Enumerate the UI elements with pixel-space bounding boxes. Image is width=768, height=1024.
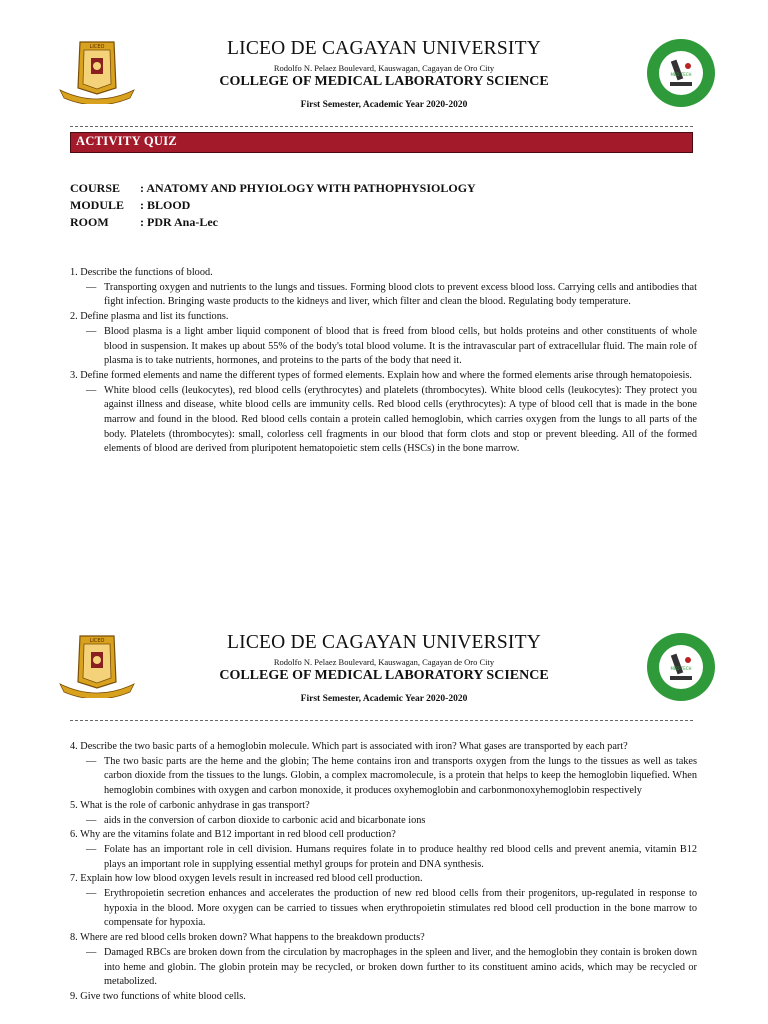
module-label: MODULE <box>70 198 124 212</box>
header-divider <box>70 126 693 127</box>
page-header <box>0 632 768 710</box>
question-text: 8. Where are red blood cells broken down? What happens to the breakdown products? <box>70 932 425 944</box>
university-name: LICEO DE CAGAYAN UNIVERSITY <box>227 632 541 653</box>
quiz-questions-page-2 <box>70 740 697 1005</box>
college-seal-logo <box>646 38 716 108</box>
answer-body: Erythropoietin secretion enhances and accelerates the production of new red blood cells from their progenitors, up-regulated in response to hypoxia in the blood. More oxygen can be carried to tissues when erythropoietin stimulates red blood cell production in the bone marrow to compensate for hypoxia. <box>104 888 697 929</box>
question-text: 4. Describe the two basic parts of a hemoglobin molecule. Which part is associated with iron? What gases are transported by each part? <box>70 741 628 752</box>
answer-dash-marker: — <box>86 755 97 767</box>
question-text: 5. What is the role of carbonic anhydrase in gas transport? <box>70 799 310 811</box>
college-name: COLLEGE OF MEDICAL LABORATORY SCIENCE <box>219 668 549 683</box>
course-info <box>70 181 476 230</box>
semester-line: First Semester, Academic Year 2020-2020 <box>300 100 468 110</box>
activity-quiz-banner: ACTIVITY QUIZ <box>70 132 693 153</box>
question-text: 3. Define formed elements and name the different types of formed elements. Explain how and where the formed elements arise through hematopoiesis. <box>70 369 692 381</box>
quiz-questions-page-1 <box>70 266 697 457</box>
room-label: ROOM <box>70 215 109 229</box>
question-text: 1. Describe the functions of blood. <box>70 267 213 278</box>
answer-text <box>86 325 697 369</box>
header-divider <box>70 720 693 721</box>
answer-dash-marker: — <box>86 888 97 900</box>
answer-body: Folate has an important role in cell division. Humans requires folate in to produce healthy red blood cells and prevent anemia, vitamin B12 plays an important role in supplying essential methyl groups for protein and DNA synthesis. <box>104 843 697 870</box>
answer-text <box>86 755 697 799</box>
answer-body: aids in the conversion of carbon dioxide to carbonic acid and bicarbonate ions <box>104 814 426 826</box>
answer-dash-marker: — <box>86 384 97 396</box>
svg-text:LICEO: LICEO <box>89 638 105 644</box>
answer-dash-marker: — <box>86 843 97 855</box>
question-text: 6. Why are the vitamins folate and B12 important in red blood cell production? <box>70 829 396 841</box>
answer-body: The two basic parts are the heme and the globin; The heme contains iron and transports oxygen from the lungs to the tissues as well as takes carbon dioxide from the tissues to the lungs. Globin, a complex macromolecule, is a protein that helps to keep the hemoglobin liquefied. When hemoglobin combines with oxygen and carbon monoxide, it produces oxyhemoglobin and carbonmonoxyhemoglobin respectively <box>104 755 697 797</box>
college-name: COLLEGE OF MEDICAL LABORATORY SCIENCE <box>219 74 549 89</box>
answer-text <box>86 946 697 990</box>
room-value: : PDR Ana-Lec <box>140 215 218 229</box>
page-1 <box>0 38 768 116</box>
answer-text <box>86 814 697 829</box>
answer-dash-marker: — <box>86 281 97 293</box>
answer-dash-marker: — <box>86 325 97 337</box>
svg-text:MED TECH: MED TECH <box>670 666 692 671</box>
question-text: 2. Define plasma and list its functions. <box>70 311 229 323</box>
course-label: COURSE <box>70 181 121 195</box>
answer-body: White blood cells (leukocytes), red blood cells (erythrocytes) and platelets (thrombocytes). White blood cells (leukocytes): They protect you against illness and disease, white blood cells are immunity cells. Red blood cells (erythrocytes): A type of blood cell that is made in the bone marrow and found in the blood. Red blood cells contain a protein called hemoglobin, which carries oxygen from the lungs to all parts of the body. Platelets (thrombocytes): small, colorless cell fragments in our blood that form clots and stop or prevent bleeding. All of the formed elements of blood are derived from pluripotent hematopoietic stem cells (HSCs) in the bone marrow. <box>104 384 697 455</box>
answer-dash-marker: — <box>86 814 97 826</box>
university-address: Rodolfo N. Pelaez Boulevard, Kauswagan, Cagayan de Oro City <box>273 657 495 667</box>
module-value: : BLOOD <box>140 198 191 212</box>
university-name: LICEO DE CAGAYAN UNIVERSITY <box>227 38 541 59</box>
university-address: Rodolfo N. Pelaez Boulevard, Kauswagan, Cagayan de Oro City <box>273 63 495 73</box>
college-seal-logo <box>646 632 716 702</box>
answer-text <box>86 281 697 310</box>
page-2 <box>0 632 768 710</box>
answer-body: Transporting oxygen and nutrients to the lungs and tissues. Forming blood clots to prevent excess blood loss. Carrying cells and antibodies that fight infection. Bringing waste products to the kidneys and liver, which filter and clean the blood. Regulating body temperature. <box>104 281 697 308</box>
question-text: 9. Give two functions of white blood cells. <box>70 990 246 1002</box>
answer-body: Damaged RBCs are broken down from the circulation by macrophages in the spleen and liver, and the hemoglobin they contain is broken down into heme and globin. The globin protein may be recycled, or broken down further to its constituent amino acids, which may be recycled or metabolized. <box>104 946 697 988</box>
answer-text <box>86 384 697 458</box>
svg-text:MED TECH: MED TECH <box>670 72 692 77</box>
course-value: : ANATOMY AND PHYIOLOGY WITH PATHOPHYSIOLOGY <box>140 181 476 195</box>
answer-body: Blood plasma is a light amber liquid component of blood that is freed from blood cells, but holds proteins and other constituents of whole blood in suspension. It makes up about 55% of the body's total blood volume. It is the intravascular part of extracellular fluid. The main role of plasma is to take nutrients, hormones, and proteins to the parts of the body that need it. <box>104 325 697 367</box>
answer-dash-marker: — <box>86 946 97 958</box>
question-text: 7. Explain how low blood oxygen levels result in increased red blood cell production. <box>70 873 423 885</box>
page-header <box>0 38 768 116</box>
answer-text <box>86 843 697 872</box>
answer-text <box>86 887 697 931</box>
svg-text:LICEO: LICEO <box>89 44 105 50</box>
semester-line: First Semester, Academic Year 2020-2020 <box>300 694 468 704</box>
